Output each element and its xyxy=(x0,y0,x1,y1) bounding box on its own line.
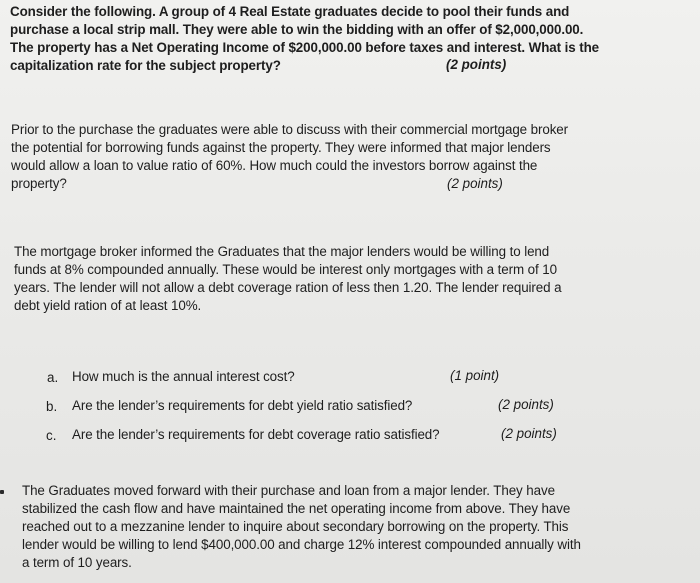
list-marker-dot xyxy=(0,490,4,494)
q2-points: (2 points) xyxy=(447,176,503,191)
q2-line-2: the potential for borrowing funds against the property. They were informed that major lenders xyxy=(11,140,551,155)
q4-line-1: The Graduates moved forward with their purchase and loan from a major lender. They have xyxy=(22,483,555,498)
q1-line-3: The property has a Net Operating Income of $200,000.00 before taxes and interest. What is the xyxy=(10,40,599,55)
q2-line-4: property? xyxy=(11,176,67,191)
q1-line-1: Consider the following. A group of 4 Real Estate graduates decide to pool their funds and xyxy=(10,4,570,19)
q3-line-2: funds at 8% compounded annually. These would be interest only mortgages with a term of 10 xyxy=(14,262,557,277)
q4-line-5: a term of 10 years. xyxy=(22,555,132,570)
q3-item-a-points: (1 point) xyxy=(450,368,500,383)
q3-item-c-text: Are the lender’s requirements for debt coverage ratio satisfied? xyxy=(72,427,440,442)
q4-line-2: stabilized the cash flow and have maintained the net operating income from above. They have xyxy=(22,501,571,516)
q3-line-3: years. The lender will not allow a debt coverage ration of less then 1.20. The lender required a xyxy=(14,280,562,295)
q1-line-4: capitalization rate for the subject property? xyxy=(10,58,281,73)
q3-item-c-marker: c. xyxy=(46,428,57,443)
q4-line-4: lender would be willing to lend $400,000.00 and charge 12% interest compounded annually with xyxy=(22,537,581,552)
q1-line-2: purchase a local strip mall. They were able to win the bidding with an offer of $2,000,000.00. xyxy=(10,22,584,37)
q3-item-a-marker: a. xyxy=(47,370,59,385)
q2-line-3: would allow a loan to value ratio of 60%. How much could the investors borrow against the xyxy=(11,158,538,173)
q3-line-1: The mortgage broker informed the Graduates that the major lenders would be willing to lend xyxy=(14,244,550,259)
q3-item-a-text: How much is the annual interest cost? xyxy=(72,369,295,384)
q4-line-3: reached out to a mezzanine lender to inquire about secondary borrowing on the property. This xyxy=(22,519,569,534)
q3-item-b-text: Are the lender’s requirements for debt yield ratio satisfied? xyxy=(72,398,413,413)
q3-item-b-marker: b. xyxy=(46,399,58,414)
q3-line-4: debt yield ration of at least 10%. xyxy=(14,298,202,313)
q3-item-b-points: (2 points) xyxy=(498,397,554,412)
q1-points: (2 points) xyxy=(446,57,507,72)
q2-line-1: Prior to the purchase the graduates were able to discuss with their commercial mortgage broker xyxy=(11,122,568,137)
q3-item-c-points: (2 points) xyxy=(501,426,557,441)
